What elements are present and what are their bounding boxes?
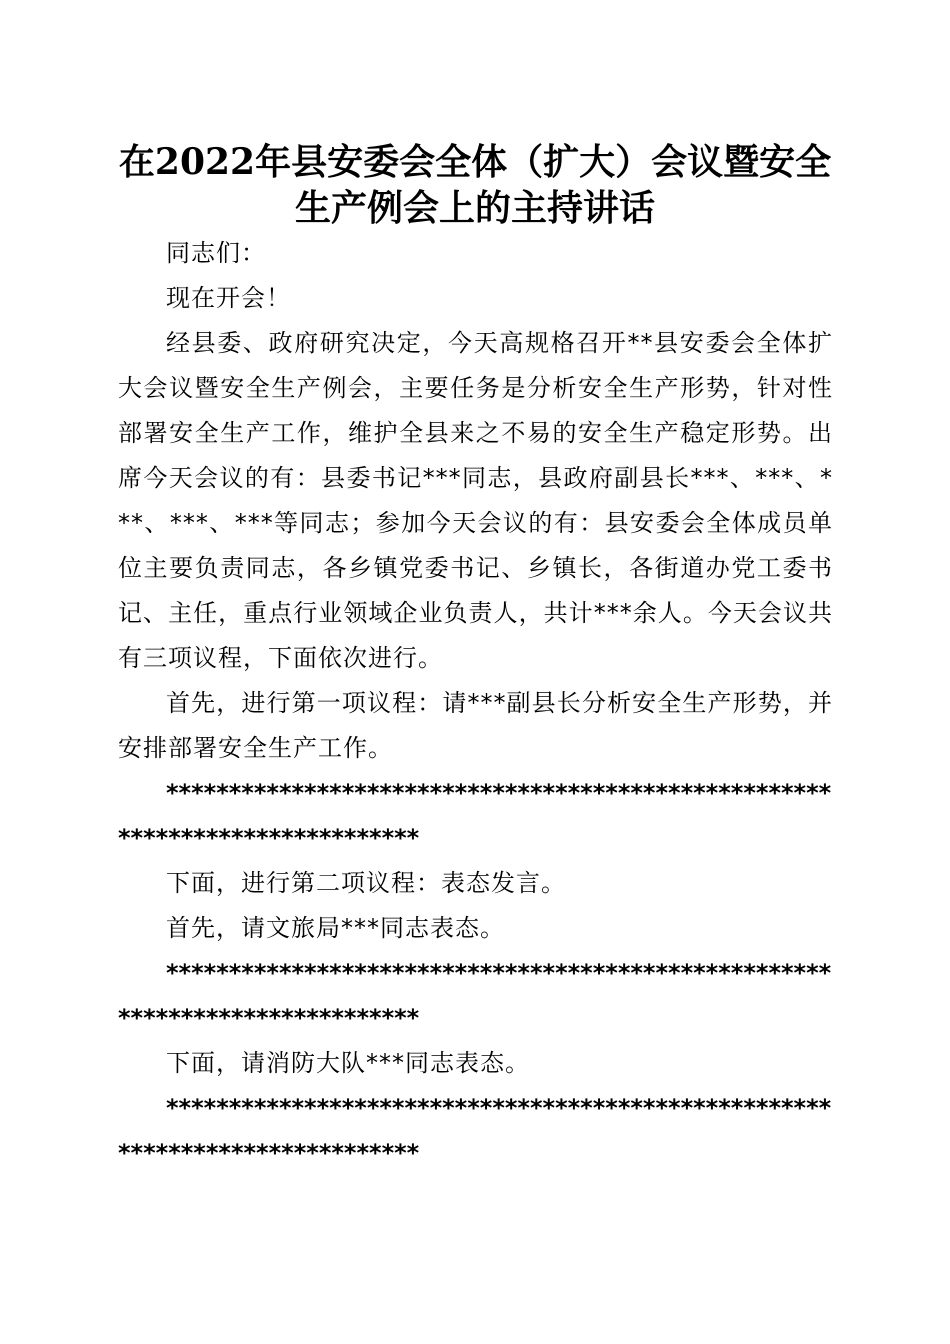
placeholder-stars-2: *****************************************************************************	[118, 959, 832, 1032]
agenda-item-1-paragraph: 首先，进行第一项议程：请***副县长分析安全生产形势，并安排部署安全生产工作。	[118, 689, 833, 762]
document-title-line-2: 生产例会上的主持讲话	[294, 187, 655, 229]
placeholder-stars-3: *****************************************************************************	[118, 1094, 832, 1167]
salutation: 同志们：	[166, 239, 266, 267]
opening-paragraph: 现在开会！	[166, 284, 291, 312]
document-body	[118, 231, 833, 1176]
placeholder-stars-1: *****************************************************************************	[118, 779, 832, 852]
speaker-1-paragraph: 首先，请文旅局***同志表态。	[166, 914, 505, 942]
agenda-item-2-paragraph: 下面，进行第二项议程：表态发言。	[166, 869, 566, 897]
speaker-2-paragraph: 下面，请消防大队***同志表态。	[166, 1049, 530, 1077]
document-title-line-1: 在2022年县安委会全体（扩大）会议暨安全	[118, 141, 832, 183]
intro-paragraph: 经县委、政府研究决定，今天高规格召开**县安委会全体扩大会议暨安全生产例会，主要任务是分析安全生产形势，针对性部署安全生产工作，维护全县来之不易的安全生产稳定形势。出席今天会议的有：县委书记***同志，县政府副县长***、***、***、***、***等同志；参加今天会议的有：县安委会全体成员单位主要负责同志，各乡镇党委书记、乡镇长，各街道办党工委书记、主任，重点行业领域企业负责人，共计***余人。今天会议共有三项议程，下面依次进行。	[118, 329, 833, 672]
